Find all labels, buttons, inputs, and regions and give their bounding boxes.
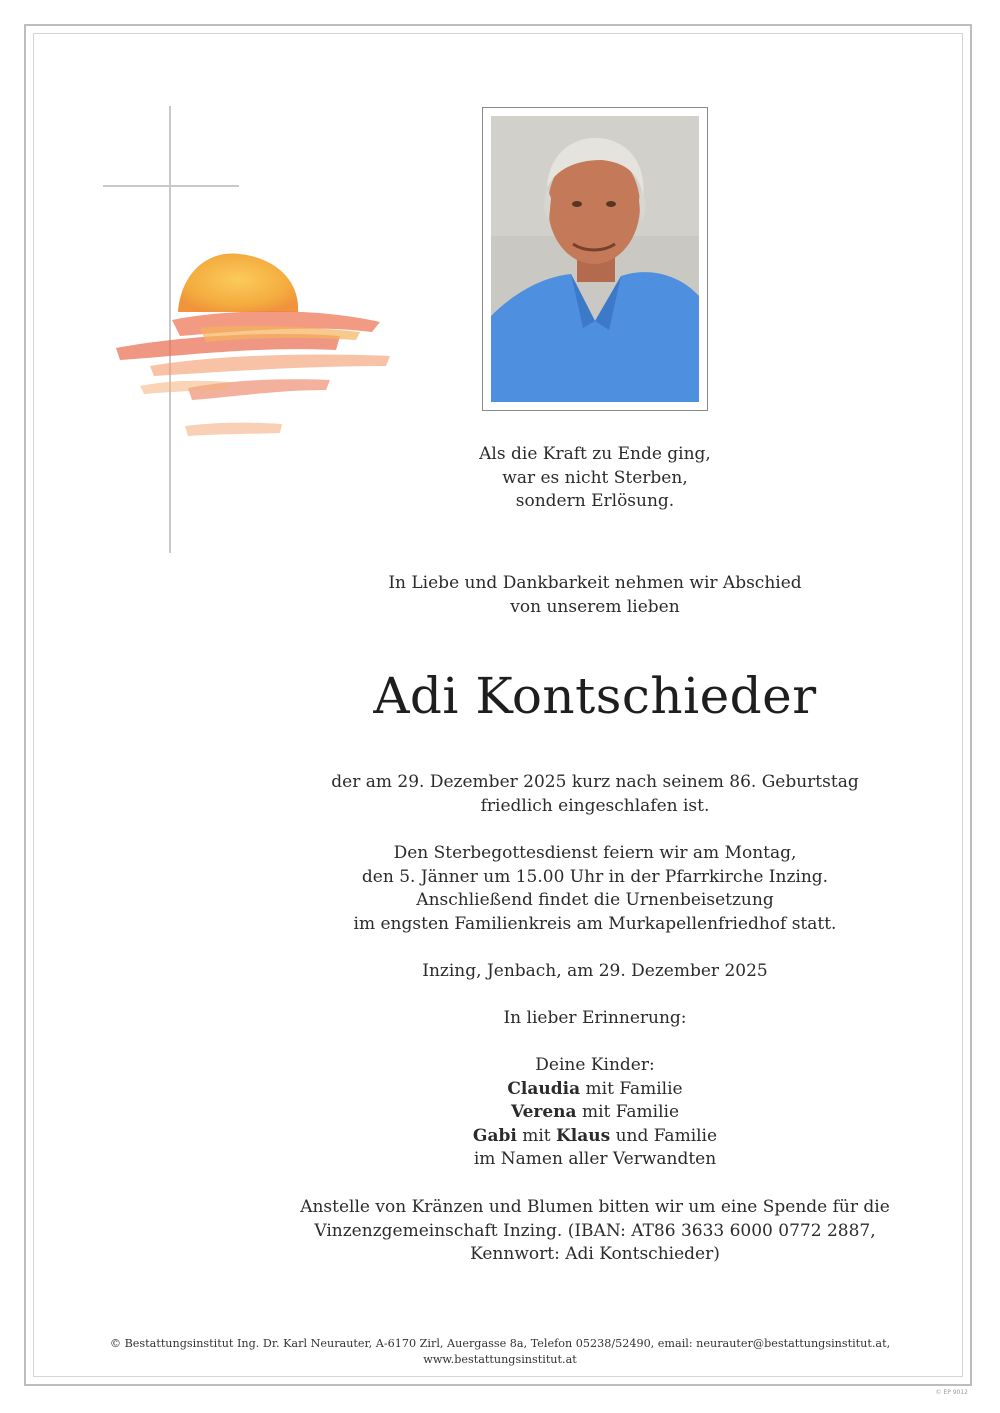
family-suffix: mit Familie <box>576 1102 680 1122</box>
partner-name: Klaus <box>556 1125 611 1146</box>
template-code: © EP 9012 <box>935 1389 968 1396</box>
portrait-photo <box>491 116 699 402</box>
family-suffix: und Familie <box>610 1125 718 1146</box>
donation-line: Kennwort: Adi Kontschieder) <box>470 1244 720 1264</box>
relatives-line: im Namen aller Verwandten <box>473 1149 717 1169</box>
service-line: Den Sterbegottesdienst feiern wir am Montag, <box>393 843 797 863</box>
family-member <box>300 1101 890 1125</box>
sunset-watercolor-image <box>110 240 400 450</box>
donation-request <box>300 1196 890 1267</box>
death-line: friedlich eingeschlafen ist. <box>480 795 710 816</box>
portrait-frame <box>482 107 708 411</box>
place-and-date: Inzing, Jenbach, am 29. Dezember 2025 <box>422 961 768 981</box>
quote-line: sondern Erlösung. <box>515 491 675 511</box>
service-line: im engsten Familienkreis am Murkapellenfriedhof statt. <box>353 913 837 934</box>
death-notice <box>300 771 890 818</box>
intro-line: In Liebe und Dankbarkeit nehmen wir Abschied <box>388 573 802 593</box>
donation-line: Vinzenzgemeinschaft Inzing. (IBAN: AT86 3633 6000 0772 2887, <box>314 1220 876 1241</box>
child-name: Verena <box>510 1102 577 1122</box>
family-list <box>300 1054 890 1172</box>
family-connector: mit <box>516 1125 557 1146</box>
quote-line: Als die Kraft zu Ende ging, <box>479 444 711 464</box>
remembrance-line: In lieber Erinnerung: <box>503 1008 687 1028</box>
family-heading: Deine Kinder: <box>535 1055 655 1075</box>
child-name: Claudia <box>507 1078 581 1099</box>
funeral-home-footer: © Bestattungsinstitut Ing. Dr. Karl Neurauter, A-6170 Zirl, Auergasse 8a, Telefon 05238/52490, email: neurauter@bestattungsinstitut.at, www.bestattungsinstitut.at <box>109 1337 891 1366</box>
child-name: Gabi <box>472 1125 517 1146</box>
memorial-quote <box>300 443 890 514</box>
donation-line: Anstelle von Kränzen und Blumen bitten wir um eine Spende für die <box>300 1197 890 1217</box>
quote-line: war es nicht Sterben, <box>502 467 688 488</box>
cross-crossbar <box>103 185 239 187</box>
funeral-service-details <box>300 842 890 936</box>
service-line: Anschließend findet die Urnenbeisetzung <box>416 890 774 910</box>
family-member <box>300 1125 890 1149</box>
family-member <box>300 1078 890 1102</box>
intro-line: von unserem lieben <box>510 596 680 617</box>
service-line: den 5. Jänner um 15.00 Uhr in der Pfarrkirche Inzing. <box>361 866 829 887</box>
deceased-name: Adi Kontschieder <box>373 667 817 725</box>
family-suffix: mit Familie <box>580 1078 683 1099</box>
farewell-intro <box>300 572 890 619</box>
death-line: der am 29. Dezember 2025 kurz nach seinem 86. Geburtstag <box>331 772 859 792</box>
